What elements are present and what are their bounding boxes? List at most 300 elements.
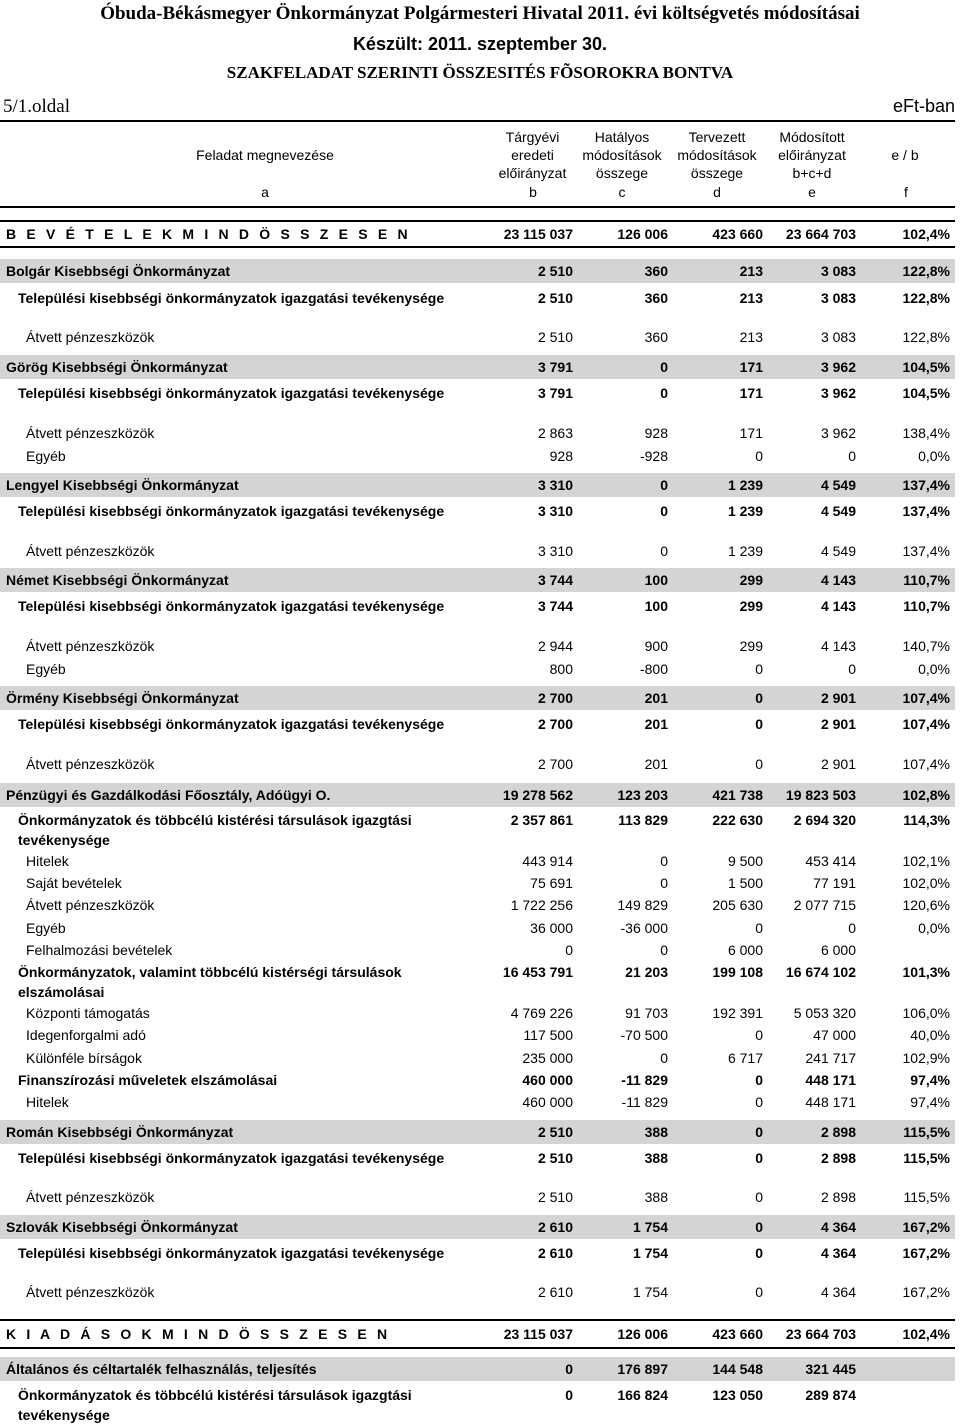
header-col-d-l2: módosítások — [677, 147, 757, 163]
row-value-col-d: 6 717 — [727, 1050, 763, 1066]
row-label: Központi támogatás — [26, 1005, 150, 1021]
row-value-col-c: -36 000 — [620, 920, 668, 936]
row-label: B E V É T E L E K M I N D Ö S S Z E S E N — [6, 226, 411, 242]
row-value-col-e: 3 962 — [820, 385, 856, 401]
row-label: Önkormányzatok és többcélú kistérési társulások igazgtási tevékenysége — [18, 812, 412, 848]
row-value-col-c: -928 — [639, 448, 668, 464]
item-row — [0, 636, 955, 656]
row-value-col-e: 5 053 320 — [793, 1005, 856, 1021]
item-row — [0, 659, 955, 679]
row-value-col-e: 4 549 — [820, 503, 856, 519]
row-label: Finanszírozási műveletek elszámolásai — [18, 1072, 278, 1088]
row-value-col-e: 19 823 503 — [785, 787, 856, 803]
total-row — [0, 1319, 955, 1349]
item-row — [0, 1048, 955, 1068]
row-value-col-c: 0 — [660, 853, 668, 869]
row-value-col-f: 140,7% — [902, 638, 950, 654]
row-value-col-e: 23 664 703 — [785, 1326, 856, 1342]
row-value-col-f: 137,4% — [902, 477, 950, 493]
item-row — [0, 1025, 955, 1045]
row-label: Szlovák Kisebbségi Önkormányzat — [6, 1219, 238, 1235]
row-label: Átvett pénzeszközök — [26, 1189, 155, 1205]
row-label: Bolgár Kisebbségi Önkormányzat — [6, 263, 231, 279]
row-value-col-c: 0 — [660, 875, 668, 891]
row-label: Átvett pénzeszközök — [26, 1284, 155, 1300]
row-value-col-c: 126 006 — [617, 226, 668, 242]
section-row — [0, 686, 955, 710]
row-value-col-f: 115,5% — [903, 1150, 950, 1166]
row-value-col-b: 2 510 — [537, 1150, 573, 1166]
row-value-col-c: 1 754 — [632, 1245, 668, 1261]
row-value-col-b: 2 700 — [537, 756, 573, 772]
row-value-col-e: 4 549 — [820, 543, 856, 559]
row-value-col-f: 137,4% — [902, 503, 950, 519]
row-value-col-c: 360 — [644, 329, 668, 345]
letter-e: e — [808, 184, 816, 200]
row-value-col-e: 77 191 — [813, 875, 856, 891]
row-value-col-b: 2 357 861 — [510, 812, 573, 828]
row-value-col-d: 123 050 — [712, 1387, 763, 1403]
row-value-col-d: 1 239 — [727, 543, 763, 559]
row-label: Örmény Kisebbségi Önkormányzat — [6, 690, 239, 706]
row-value-col-f: 102,4% — [902, 226, 950, 242]
row-value-col-e: 6 000 — [820, 942, 856, 958]
row-label: Átvett pénzeszközök — [26, 425, 155, 441]
header-col-b-l2: eredeti — [511, 147, 554, 163]
section-row — [0, 568, 955, 592]
row-label: Átvett pénzeszközök — [26, 329, 155, 345]
row-value-col-f: 115,5% — [903, 1189, 950, 1205]
document-subtitle: SZAKFELADAT SZERINTI ÖSSZESITÉS FÕSOROKRA BONTVA — [226, 63, 734, 82]
row-value-col-d: 0 — [755, 920, 763, 936]
row-value-col-f: 138,4% — [902, 425, 950, 441]
row-value-col-b: 2 610 — [537, 1219, 573, 1235]
row-value-col-b: 0 — [565, 1387, 573, 1403]
header-col-f: e / b — [891, 147, 919, 163]
row-value-col-d: 213 — [739, 290, 763, 306]
row-value-col-e: 23 664 703 — [785, 226, 856, 242]
row-value-col-d: 0 — [755, 448, 763, 464]
row-value-col-f: 102,1% — [902, 853, 950, 869]
subtotal-row — [0, 714, 955, 752]
row-value-col-c: 360 — [644, 263, 668, 279]
letter-d: d — [713, 184, 721, 200]
row-value-col-f: 0,0% — [918, 920, 950, 936]
row-value-col-f: 107,4% — [902, 716, 950, 732]
row-value-col-d: 199 108 — [712, 964, 763, 980]
row-label: Települési kisebbségi önkormányzatok igazgatási tevékenysége — [18, 503, 445, 519]
item-row — [0, 327, 955, 347]
row-value-col-e: 4 364 — [820, 1245, 856, 1261]
header-col-c-l2: módosítások — [582, 147, 662, 163]
row-value-col-b: 928 — [549, 448, 573, 464]
row-value-col-f: 167,2% — [902, 1284, 950, 1300]
row-value-col-c: 0 — [660, 503, 668, 519]
row-value-col-d: 0 — [755, 1150, 763, 1166]
row-label: Román Kisebbségi Önkormányzat — [6, 1124, 234, 1140]
row-label: Hitelek — [26, 1094, 69, 1110]
row-value-col-f: 0,0% — [918, 661, 950, 677]
row-value-col-d: 0 — [755, 716, 763, 732]
section-row — [0, 1357, 955, 1381]
row-value-col-b: 3 310 — [537, 543, 573, 559]
row-value-col-d: 213 — [739, 263, 763, 279]
row-value-col-d: 0 — [755, 690, 763, 706]
row-value-col-e: 3 962 — [820, 425, 856, 441]
row-value-col-d: 0 — [755, 1219, 763, 1235]
row-value-col-f: 106,0% — [902, 1005, 950, 1021]
row-value-col-f: 110,7% — [903, 598, 950, 614]
row-value-col-e: 16 674 102 — [785, 964, 856, 980]
row-label: Német Kisebbségi Önkormányzat — [6, 572, 229, 588]
row-label: Egyéb — [26, 661, 66, 677]
row-value-col-b: 2 510 — [537, 290, 573, 306]
row-value-col-d: 0 — [755, 1072, 763, 1088]
row-value-col-b: 1 722 256 — [510, 897, 573, 913]
row-value-col-c: 149 829 — [617, 897, 668, 913]
row-value-col-e: 0 — [848, 920, 856, 936]
row-value-col-c: 100 — [644, 572, 668, 588]
row-value-col-d: 222 630 — [712, 812, 763, 828]
item-row — [0, 1282, 955, 1302]
row-value-col-f: 107,4% — [902, 690, 950, 706]
row-label: Átvett pénzeszközök — [26, 543, 155, 559]
row-value-col-d: 6 000 — [727, 942, 763, 958]
item-row — [0, 918, 955, 938]
row-value-col-d: 299 — [739, 598, 763, 614]
row-value-col-c: 0 — [660, 385, 668, 401]
row-label: Általános és céltartalék felhasználás, teljesítés — [6, 1361, 317, 1377]
row-label: Települési kisebbségi önkormányzatok igazgatási tevékenysége — [18, 716, 445, 732]
row-value-col-b: 443 914 — [522, 853, 573, 869]
subtotal-row — [0, 962, 955, 1000]
row-value-col-d: 0 — [755, 661, 763, 677]
row-value-col-b: 3 310 — [537, 477, 573, 493]
letter-b: b — [529, 184, 537, 200]
header-name: Feladat megnevezése — [196, 147, 334, 163]
currency-unit: eFt-ban — [892, 96, 955, 116]
row-value-col-c: 360 — [644, 290, 668, 306]
row-value-col-e: 289 874 — [805, 1387, 856, 1403]
row-value-col-e: 4 143 — [820, 598, 856, 614]
row-value-col-d: 0 — [755, 1027, 763, 1043]
row-value-col-b: 75 691 — [530, 875, 573, 891]
row-value-col-b: 2 700 — [537, 716, 573, 732]
row-label: Települési kisebbségi önkormányzatok igazgatási tevékenysége — [18, 385, 445, 401]
row-label: Görög Kisebbségi Önkormányzat — [6, 359, 228, 375]
row-value-col-f: 167,2% — [902, 1245, 950, 1261]
row-value-col-c: 1 754 — [632, 1219, 668, 1235]
subtotal-row — [0, 1148, 955, 1186]
row-value-col-c: -11 829 — [621, 1094, 668, 1110]
row-value-col-c: 201 — [644, 690, 668, 706]
row-label: Települési kisebbségi önkormányzatok igazgatási tevékenysége — [18, 598, 445, 614]
total-row — [0, 220, 955, 248]
row-value-col-b: 460 000 — [522, 1072, 573, 1088]
header-col-c — [572, 128, 672, 182]
row-value-col-c: 1 754 — [632, 1284, 668, 1300]
item-row — [0, 940, 955, 960]
row-value-col-c: 388 — [644, 1124, 668, 1140]
row-value-col-c: 0 — [660, 942, 668, 958]
row-value-col-d: 423 660 — [712, 226, 763, 242]
row-value-col-f: 104,5% — [902, 385, 950, 401]
row-value-col-f: 114,3% — [903, 812, 950, 828]
row-value-col-b: 0 — [565, 942, 573, 958]
item-row — [0, 541, 955, 561]
row-value-col-d: 213 — [739, 329, 763, 345]
row-value-col-c: 166 824 — [617, 1387, 668, 1403]
row-value-col-b: 19 278 562 — [502, 787, 573, 803]
row-value-col-d: 1 500 — [727, 875, 763, 891]
row-value-col-b: 2 863 — [537, 425, 573, 441]
row-value-col-e: 321 445 — [805, 1361, 856, 1377]
row-label: Átvett pénzeszközök — [26, 756, 155, 772]
row-label: Lengyel Kisebbségi Önkormányzat — [6, 477, 239, 493]
row-label: Átvett pénzeszközök — [26, 897, 155, 913]
row-value-col-c: 113 829 — [618, 812, 668, 828]
row-value-col-f: 107,4% — [902, 756, 950, 772]
row-value-col-b: 3 744 — [537, 572, 573, 588]
row-value-col-e: 448 171 — [805, 1094, 856, 1110]
page-number: 5/1.oldal — [3, 96, 71, 117]
row-value-col-d: 144 548 — [712, 1361, 763, 1377]
row-value-col-d: 9 500 — [727, 853, 763, 869]
row-value-col-d: 0 — [755, 1284, 763, 1300]
row-value-col-b: 2 944 — [537, 638, 573, 654]
row-value-col-b: 2 700 — [537, 690, 573, 706]
row-value-col-b: 2 610 — [537, 1284, 573, 1300]
row-value-col-e: 2 901 — [820, 716, 856, 732]
row-value-col-e: 0 — [848, 661, 856, 677]
row-value-col-c: 900 — [644, 638, 668, 654]
row-value-col-d: 0 — [755, 756, 763, 772]
row-value-col-c: 201 — [644, 716, 668, 732]
row-value-col-b: 36 000 — [530, 920, 573, 936]
row-value-col-d: 299 — [739, 638, 763, 654]
row-value-col-f: 0,0% — [918, 448, 950, 464]
row-value-col-d: 423 660 — [712, 1326, 763, 1342]
row-value-col-d: 0 — [755, 1094, 763, 1110]
row-value-col-f: 122,8% — [902, 263, 950, 279]
row-value-col-f: 102,0% — [902, 875, 950, 891]
item-row — [0, 423, 955, 443]
row-value-col-c: 126 006 — [617, 1326, 668, 1342]
row-value-col-d: 0 — [755, 1189, 763, 1205]
row-value-col-b: 23 115 037 — [503, 1326, 573, 1342]
row-value-col-f: 97,4% — [910, 1072, 950, 1088]
row-value-col-f: 104,5% — [902, 359, 950, 375]
row-value-col-e: 2 901 — [820, 756, 856, 772]
row-value-col-c: 21 203 — [625, 964, 668, 980]
row-label: Önkormányzatok és többcélú kistérési társulások igazgtási tevékenysége — [18, 1387, 412, 1423]
row-value-col-b: 3 791 — [537, 359, 573, 375]
subtotal-row — [0, 383, 955, 421]
header-col-c-l3: összege — [595, 165, 649, 181]
row-value-col-b: 2 510 — [537, 329, 573, 345]
section-row — [0, 473, 955, 497]
row-value-col-f: 115,5% — [903, 1124, 950, 1140]
row-value-col-d: 171 — [739, 385, 763, 401]
row-value-col-e: 3 962 — [820, 359, 856, 375]
row-value-col-c: 123 203 — [617, 787, 668, 803]
row-value-col-d: 171 — [739, 425, 763, 441]
header-col-b-l3: előirányzat — [498, 165, 567, 181]
row-value-col-e: 3 083 — [820, 263, 856, 279]
subtotal-row — [0, 288, 955, 326]
row-value-col-c: 91 703 — [625, 1005, 668, 1021]
subtotal-row — [0, 810, 955, 848]
row-value-col-f: 102,8% — [902, 787, 950, 803]
header-col-e-l3: b+c+d — [792, 165, 832, 181]
row-value-col-e: 448 171 — [805, 1072, 856, 1088]
row-value-col-d: 421 738 — [712, 787, 763, 803]
table-header — [0, 120, 955, 208]
row-value-col-b: 3 744 — [537, 598, 573, 614]
row-value-col-b: 0 — [565, 1361, 573, 1377]
row-label: Saját bevételek — [26, 875, 122, 891]
row-value-col-e: 4 143 — [820, 638, 856, 654]
subtotal-row — [0, 596, 955, 634]
row-value-col-e: 2 901 — [820, 690, 856, 706]
row-value-col-c: 0 — [660, 477, 668, 493]
letter-a: a — [261, 184, 269, 200]
row-value-col-b: 235 000 — [522, 1050, 573, 1066]
row-value-col-c: -11 829 — [621, 1072, 668, 1088]
header-col-c-l1: Hatályos — [594, 129, 650, 145]
row-value-col-e: 3 083 — [820, 290, 856, 306]
header-col-b-l1: Tárgyévi — [505, 129, 560, 145]
row-value-col-c: 0 — [660, 543, 668, 559]
row-value-col-f: 122,8% — [902, 290, 950, 306]
item-row — [0, 446, 955, 466]
item-row — [0, 1092, 955, 1112]
row-value-col-d: 0 — [755, 1124, 763, 1140]
row-label: Önkormányzatok, valamint többcélú kistérségi társulások elszámolásai — [18, 964, 402, 1000]
row-value-col-b: 2 510 — [537, 263, 573, 279]
item-row — [0, 851, 955, 871]
header-col-d-l1: Tervezett — [688, 129, 746, 145]
row-value-col-e: 4 549 — [820, 477, 856, 493]
row-value-col-b: 3 791 — [537, 385, 573, 401]
row-value-col-b: 460 000 — [522, 1094, 573, 1110]
row-value-col-d: 0 — [755, 1245, 763, 1261]
row-value-col-c: 0 — [660, 1050, 668, 1066]
row-value-col-c: 176 897 — [617, 1361, 668, 1377]
header-col-b — [485, 128, 580, 182]
row-value-col-f: 167,2% — [902, 1219, 950, 1235]
row-value-col-e: 453 414 — [805, 853, 856, 869]
section-row — [0, 259, 955, 283]
row-value-col-d: 299 — [739, 572, 763, 588]
section-row — [0, 1120, 955, 1144]
row-value-col-b: 2 610 — [537, 1245, 573, 1261]
header-col-d — [667, 128, 767, 182]
row-value-col-c: 0 — [660, 359, 668, 375]
item-row — [0, 1187, 955, 1207]
row-value-col-d: 205 630 — [712, 897, 763, 913]
item-row — [0, 895, 955, 915]
section-row — [0, 1215, 955, 1239]
row-value-col-f: 120,6% — [902, 897, 950, 913]
subtotal-row — [0, 1385, 955, 1423]
item-row — [0, 1003, 955, 1023]
row-value-col-b: 2 510 — [537, 1124, 573, 1140]
row-value-col-f: 122,8% — [902, 329, 950, 345]
row-value-col-f: 101,3% — [902, 964, 950, 980]
row-value-col-e: 241 717 — [805, 1050, 856, 1066]
item-row — [0, 873, 955, 893]
row-value-col-e: 2 077 715 — [793, 897, 856, 913]
subtotal-row — [0, 501, 955, 539]
row-value-col-c: 388 — [644, 1150, 668, 1166]
row-label: Különféle bírságok — [26, 1050, 142, 1066]
row-label: Hitelek — [26, 853, 69, 869]
row-value-col-c: 928 — [644, 425, 668, 441]
row-value-col-f: 102,9% — [902, 1050, 950, 1066]
document-title: Óbuda-Békásmegyer Önkormányzat Polgármesteri Hivatal 2011. évi költségvetés módosításai — [100, 3, 860, 24]
row-label: Egyéb — [26, 920, 66, 936]
row-value-col-e: 4 364 — [820, 1284, 856, 1300]
row-value-col-e: 2 898 — [820, 1189, 856, 1205]
row-value-col-e: 3 083 — [820, 329, 856, 345]
row-value-col-c: 388 — [644, 1189, 668, 1205]
subtotal-row — [0, 1070, 955, 1090]
row-value-col-e: 4 364 — [820, 1219, 856, 1235]
row-value-col-f: 97,4% — [910, 1094, 950, 1110]
row-value-col-b: 16 453 791 — [502, 964, 573, 980]
item-row — [0, 754, 955, 774]
letter-c: c — [618, 184, 626, 200]
row-value-col-c: 201 — [644, 756, 668, 772]
row-label: Települési kisebbségi önkormányzatok igazgatási tevékenysége — [18, 1245, 445, 1261]
row-value-col-c: -800 — [639, 661, 668, 677]
header-col-e-l1: Módosított — [779, 129, 845, 145]
row-label: K I A D Á S O K M I N D Ö S S Z E S E N — [6, 1326, 391, 1342]
row-value-col-e: 4 143 — [820, 572, 856, 588]
header-col-e — [762, 128, 862, 182]
row-label: Pénzügyi és Gazdálkodási Főosztály, Adóügyi O. — [6, 787, 331, 803]
section-row — [0, 355, 955, 379]
row-value-col-b: 2 510 — [537, 1189, 573, 1205]
row-value-col-b: 117 500 — [523, 1027, 573, 1043]
row-value-col-e: 2 694 320 — [793, 812, 856, 828]
row-value-col-f: 40,0% — [910, 1027, 950, 1043]
row-value-col-c: -70 500 — [620, 1027, 668, 1043]
document-date: Készült: 2011. szeptember 30. — [352, 34, 608, 54]
row-value-col-b: 3 310 — [537, 503, 573, 519]
row-value-col-b: 23 115 037 — [503, 226, 573, 242]
row-label: Egyéb — [26, 448, 66, 464]
row-value-col-f: 137,4% — [902, 543, 950, 559]
row-value-col-d: 1 239 — [727, 503, 763, 519]
header-col-e-l2: előirányzat — [778, 147, 846, 163]
row-value-col-e: 0 — [848, 448, 856, 464]
row-label: Felhalmozási bevételek — [26, 942, 173, 958]
row-value-col-e: 2 898 — [820, 1150, 856, 1166]
row-value-col-d: 171 — [739, 359, 763, 375]
row-value-col-e: 2 898 — [820, 1124, 856, 1140]
row-value-col-f: 110,7% — [903, 572, 950, 588]
subtotal-row — [0, 1243, 955, 1281]
row-value-col-b: 4 769 226 — [510, 1005, 573, 1021]
row-label: Települési kisebbségi önkormányzatok igazgatási tevékenysége — [18, 290, 445, 306]
row-value-col-d: 192 391 — [712, 1005, 763, 1021]
row-value-col-f: 102,4% — [902, 1326, 950, 1342]
row-value-col-b: 800 — [549, 661, 573, 677]
header-col-d-l3: összege — [690, 165, 744, 181]
letter-f: f — [904, 184, 908, 200]
